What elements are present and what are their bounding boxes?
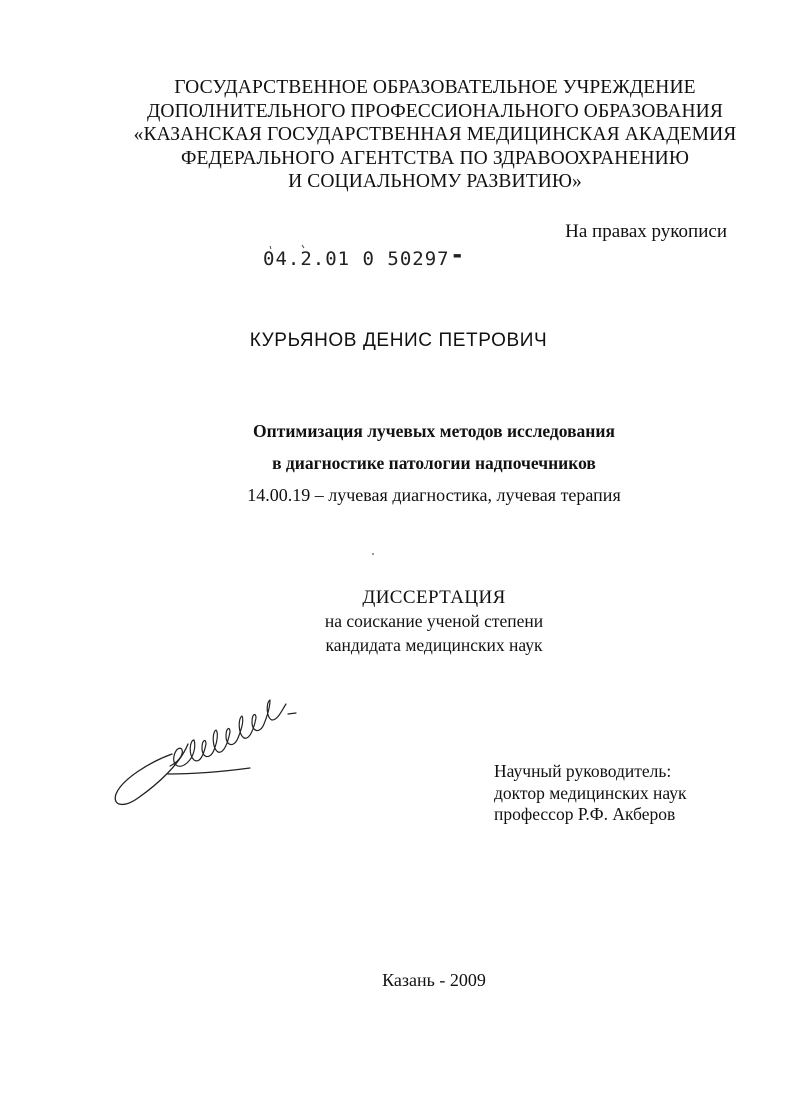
degree-line: на соискание ученой степени — [324, 611, 544, 631]
stamp-dash: ▬ — [453, 248, 462, 262]
degree-line: кандидата медицинских наук — [325, 635, 543, 655]
registration-number — [263, 248, 462, 270]
city-year: Казань - 2009 — [382, 970, 486, 990]
handwritten-signature — [110, 684, 300, 814]
institution-line: И СОЦИАЛЬНОМУ РАЗВИТИЮ» — [288, 171, 582, 192]
specialty-code: 14.00.19 – лучевая диагностика, лучевая терапия — [247, 485, 621, 505]
registration-number-text: 04.2.01 0 50297 — [263, 248, 450, 270]
stray-dot — [372, 553, 374, 555]
scientific-advisor — [494, 761, 686, 826]
advisor-name: профессор Р.Ф. Акберов — [494, 804, 676, 824]
institution-header — [100, 76, 770, 194]
institution-line: ГОСУДАРСТВЕННОЕ ОБРАЗОВАТЕЛЬНОЕ УЧРЕЖДЕНИЕ — [174, 77, 696, 98]
author-name: КУРЬЯНОВ ДЕНИС ПЕТРОВИЧ — [249, 330, 548, 351]
advisor-degree: доктор медицинских наук — [494, 782, 687, 803]
dissertation-heading: ДИССЕРТАЦИЯ — [362, 587, 506, 608]
institution-line: «КАЗАНСКАЯ ГОСУДАРСТВЕННАЯ МЕДИЦИНСКАЯ АКАДЕМИЯ — [133, 124, 737, 145]
institution-line: ДОПОЛНИТЕЛЬНОГО ПРОФЕССИОНАЛЬНОГО ОБРАЗОВАНИЯ — [147, 100, 723, 122]
advisor-label: Научный руководитель: — [494, 761, 672, 781]
manuscript-note: На правах рукописи — [565, 221, 727, 242]
institution-line: ФЕДЕРАЛЬНОГО АГЕНТСТВА ПО ЗДРАВООХРАНЕНИЮ — [180, 147, 690, 169]
dissertation-title-line: в диагностике патологии надпочечников — [272, 453, 596, 473]
dissertation-title-line: Оптимизация лучевых методов исследования — [253, 421, 615, 441]
